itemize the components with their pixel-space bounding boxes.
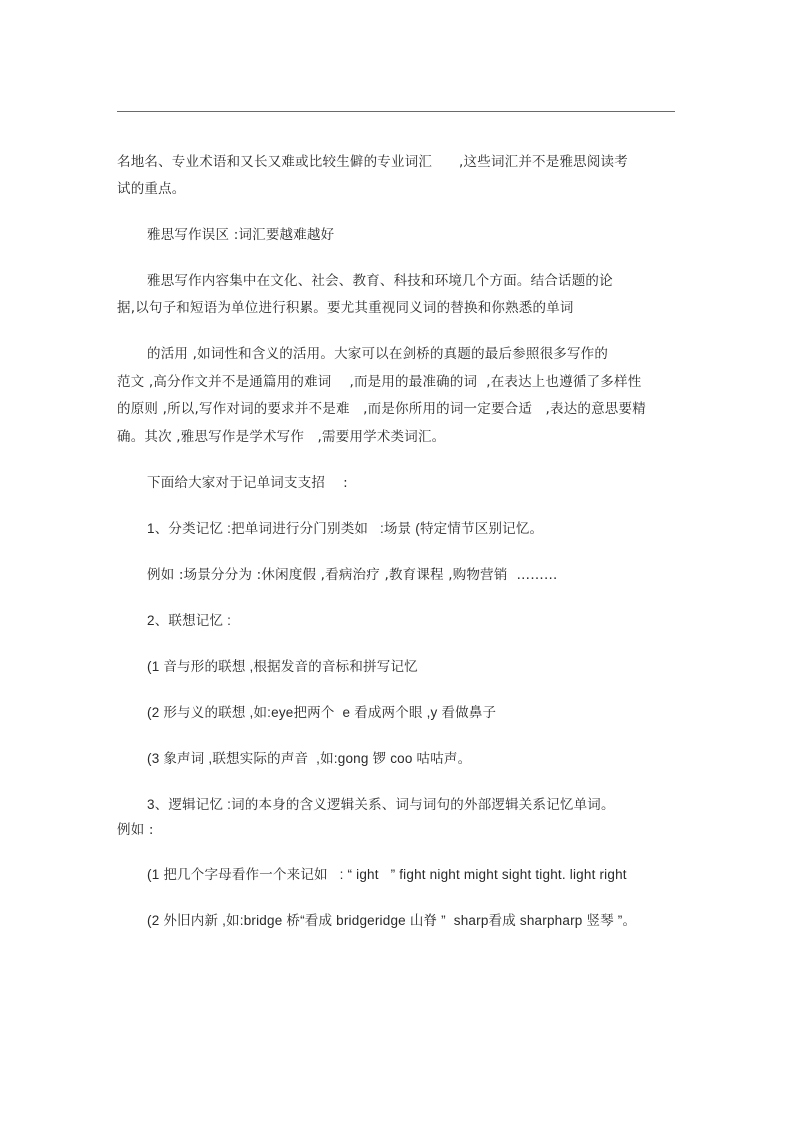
paragraph-line: 试的重点。 [117,181,186,197]
paragraph-line: 下面给大家对于记单词支支招 : [147,475,348,491]
list-item: (1 音与形的联想 ,根据发音的音标和拼写记忆 [147,659,418,674]
header-divider [117,111,675,112]
paragraph-line: 名地名、专业术语和又长又难或比较生僻的专业词汇 ,这些词汇并不是雅思阅读考 [117,154,628,170]
list-item: 例如 :场景分分为 :休闲度假 ,看病治疗 ,教育课程 ,购物营销 ……… [147,567,558,583]
paragraph-line: 范文 ,高分作文并不是通篇用的难词 ,而是用的最准确的词 ,在表达上也遵循了多样性 [117,374,642,390]
paragraph-line: 例如 : [117,822,154,838]
paragraph-line: 的活用 ,如词性和含义的活用。大家可以在剑桥的真题的最后参照很多写作的 [147,346,609,362]
section-heading: 雅思写作误区 :词汇要越难越好 [147,227,335,243]
paragraph-line: 的原则 ,所以,写作对词的要求并不是难 ,而是你所用的词一定要合适 ,表达的意思要精 [117,401,646,417]
list-item: (3 象声词 ,联想实际的声音 ,如:gong 锣 coo 咕咕声。 [147,751,472,766]
list-item: 1、分类记忆 :把单词进行分门别类如 :场景 (特定情节区别记忆。 [147,521,544,536]
list-item: (2 外旧内新 ,如:bridge 桥“看成 bridgeridge 山脊 ” sharp看成 sharpharp 竖琴 ”。 [147,913,637,928]
list-item: (1 把几个字母看作一个来记如 : “ ight ” fight night might sight tight. light right [147,867,627,882]
paragraph-line: 据,以句子和短语为单位进行积累。要尤其重视同义词的替换和你熟悉的单词 [117,300,574,316]
list-item: (2 形与义的联想 ,如:eye把两个 e 看成两个眼 ,y 看做鼻子 [147,705,497,720]
paragraph-line: 雅思写作内容集中在文化、社会、教育、科技和环境几个方面。结合话题的论 [147,273,613,289]
list-item: 3、逻辑记忆 :词的本身的含义逻辑关系、词与词句的外部逻辑关系记忆单词。 [147,797,615,812]
paragraph-line: 确。其次 ,雅思写作是学术写作 ,需要用学术类词汇。 [117,429,446,445]
list-item: 2、联想记忆 : [147,613,232,628]
